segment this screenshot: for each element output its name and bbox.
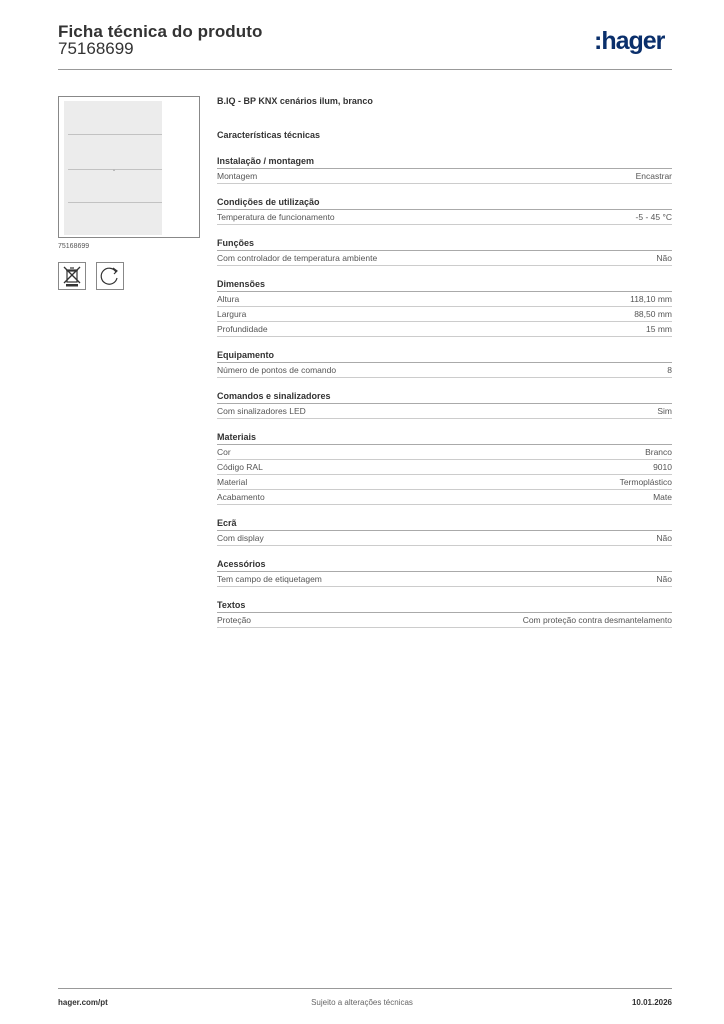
spec-value: Não — [656, 253, 672, 263]
spec-label: Tem campo de etiquetagem — [217, 574, 322, 584]
footer-website[interactable]: hager.com/pt — [58, 998, 108, 1007]
spec-label: Largura — [217, 309, 247, 319]
spec-row — [217, 531, 672, 546]
spec-value: Não — [656, 533, 672, 543]
spec-value: 8 — [667, 365, 672, 375]
spec-label: Temperatura de funcionamento — [217, 212, 335, 222]
spec-value: Sim — [657, 406, 672, 416]
spec-label: Altura — [217, 294, 240, 304]
spec-value: 15 mm — [646, 324, 672, 334]
spec-row — [217, 363, 672, 378]
spec-section — [217, 155, 672, 184]
spec-section — [217, 599, 672, 628]
weee-crossed-bin-icon — [58, 262, 86, 290]
spec-label: Proteção — [217, 615, 252, 625]
spec-row — [217, 169, 672, 184]
section-title: Condições de utilização — [217, 196, 672, 210]
spec-row — [217, 572, 672, 587]
spec-value: 9010 — [653, 462, 672, 472]
spec-row — [217, 210, 672, 225]
spec-value: Não — [656, 574, 672, 584]
page-title: Ficha técnica do produto — [58, 22, 263, 41]
circle-arrow-icon — [96, 262, 124, 290]
spec-label: Profundidade — [217, 324, 268, 334]
spec-value: Mate — [653, 492, 672, 502]
spec-value: Encastrar — [635, 171, 672, 181]
spec-label: Material — [217, 477, 248, 487]
spec-label: Código RAL — [217, 462, 263, 472]
image-caption: 75168699 — [58, 243, 90, 250]
spec-label: Com sinalizadores LED — [217, 406, 306, 416]
spec-row — [217, 322, 672, 337]
spec-label: Acabamento — [217, 492, 265, 502]
product-image — [64, 101, 162, 235]
spec-row — [217, 292, 672, 307]
spec-row — [217, 460, 672, 475]
product-image-frame — [58, 96, 200, 238]
spec-table — [217, 155, 672, 628]
section-title: Ecrã — [217, 517, 672, 531]
spec-section — [217, 517, 672, 546]
section-title: Materiais — [217, 431, 672, 445]
spec-row — [217, 404, 672, 419]
footer-note: Sujeito a alterações técnicas — [311, 998, 413, 1007]
spec-section — [217, 431, 672, 505]
spec-row — [217, 251, 672, 266]
product-number: 75168699 — [58, 39, 134, 58]
spec-value: Termoplástico — [619, 477, 672, 487]
spec-row — [217, 445, 672, 460]
spec-value: Branco — [645, 447, 672, 457]
spec-section — [217, 278, 672, 337]
spec-section — [217, 349, 672, 378]
section-title: Instalação / montagem — [217, 155, 672, 169]
section-title: Funções — [217, 237, 672, 251]
spec-value: 88,50 mm — [634, 309, 672, 319]
svg-text::hager: :hager — [594, 27, 665, 55]
spec-value: -5 - 45 °C — [635, 212, 672, 222]
section-title: Equipamento — [217, 349, 672, 363]
product-title: B.IQ - BP KNX cenários ilum, branco — [217, 96, 373, 106]
spec-label: Com display — [217, 533, 264, 543]
spec-section — [217, 237, 672, 266]
header-divider — [58, 69, 672, 70]
spec-label: Com controlador de temperatura ambiente — [217, 253, 378, 263]
section-title: Acessórios — [217, 558, 672, 572]
section-title: Dimensões — [217, 278, 672, 292]
spec-label: Cor — [217, 447, 231, 457]
footer-divider — [58, 988, 672, 989]
spec-label: Montagem — [217, 171, 258, 181]
spec-label: Número de pontos de comando — [217, 365, 337, 375]
spec-section — [217, 196, 672, 225]
footer-date: 10.01.2026 — [631, 998, 672, 1007]
spec-row — [217, 490, 672, 505]
spec-row — [217, 613, 672, 628]
spec-section — [217, 558, 672, 587]
spec-section — [217, 390, 672, 419]
section-title: Textos — [217, 599, 672, 613]
characteristics-heading: Características técnicas — [217, 130, 321, 140]
hager-logo — [594, 27, 676, 57]
spec-value: Com proteção contra desmantelamento — [522, 615, 672, 625]
section-title: Comandos e sinalizadores — [217, 390, 672, 404]
spec-row — [217, 475, 672, 490]
spec-row — [217, 307, 672, 322]
spec-value: 118,10 mm — [630, 294, 672, 304]
